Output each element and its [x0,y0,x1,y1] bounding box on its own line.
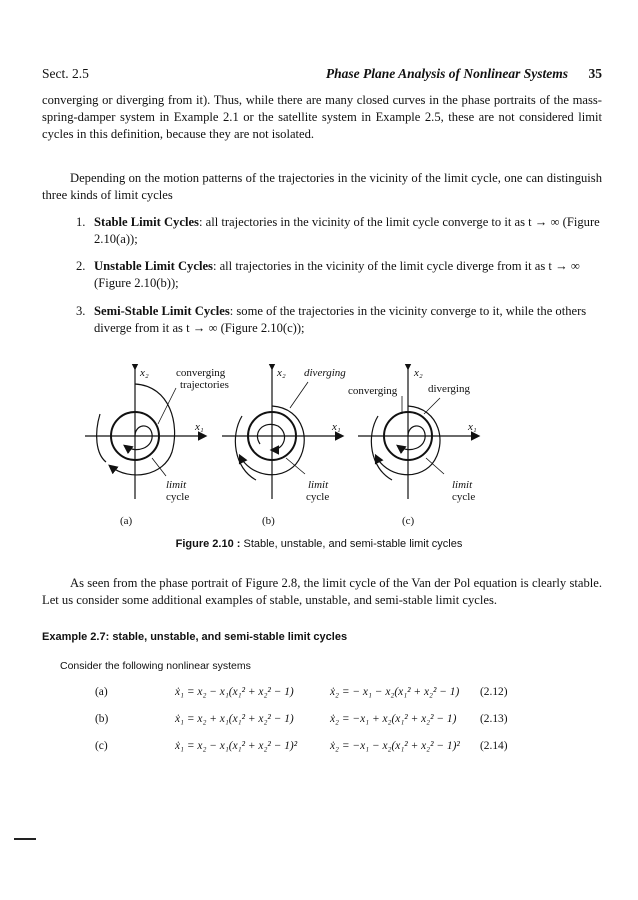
list-item [78,303,602,344]
x-axis-label: x₁ [468,421,477,433]
equation-x2: ẋ₂ = − x₁ − x₂(x₁² + x₂² − 1) [330,686,460,698]
outer-trajectory [97,414,106,462]
caption-text: Stable, unstable, and semi-stable limit cycles [243,538,463,550]
equation-row [95,740,615,758]
equation-number: (2.12) [480,686,508,698]
label-trajectories: trajectories [180,379,229,391]
x-axis-label: x₁ [332,421,341,433]
outer-trajectory [110,384,175,475]
label-diverging: diverging [428,383,470,395]
y-axis-label: x₂ [414,367,423,379]
outer-trajectory [371,416,392,480]
figure-caption [0,538,638,550]
label-limit: limit [166,479,187,491]
y-axis-label: x₂ [277,367,286,379]
panel-tag: (c) [402,515,415,527]
label-diverging: diverging [304,367,346,379]
list-item [78,214,602,255]
section-label: Sect. 2.5 [42,66,89,81]
paragraph-2: Depending on the motion patterns of the trajectories in the vicinity of the limit cycle, one can distinguish three kinds of limit cycles [42,171,602,203]
pointer-line [286,458,305,474]
page-header [42,66,602,84]
list-text: : all trajectories in the vicinity of the limit cycle diverge from it as t → ∞ (Figure 2.10(b)); [94,259,580,290]
panel-c [348,367,478,527]
label-cycle: cycle [166,491,190,503]
equation-label: (a) [95,686,108,698]
list-text: : all trajectories in the vicinity of the limit cycle converge to it as t → ∞ (Figure 2.10(a)); [94,215,600,246]
limit-cycle-figure [80,364,560,530]
outer-trajectory [235,416,256,480]
equation-label: (b) [95,713,109,725]
label-cycle: cycle [452,491,476,503]
equation-x1: ẋ₁ = x₂ − x₁(x₁² + x₂² − 1) [175,686,294,698]
equation-x1: ẋ₁ = x₂ − x₁(x₁² + x₂² − 1)² [175,740,298,752]
list-term: Stable Limit Cycles [94,215,199,229]
paragraph-3: As seen from the phase portrait of Figure 2.8, the limit cycle of the Van der Pol equation is clearly stable. Let us consider some additional examples of stable, unstable, and semi-stable limit cycles. [42,576,602,608]
panel-tag: (b) [262,515,275,527]
list-term: Unstable Limit Cycles [94,259,213,273]
consider-text: Consider the following nonlinear systems [60,660,251,672]
pointer-line [290,382,308,408]
label-converging: converging [176,367,226,379]
x-axis-label: x₁ [195,421,204,433]
label-converging: converging [348,385,398,397]
label-cycle: cycle [306,491,330,503]
caption-label: Figure 2.10 : [175,538,241,550]
equation-x2: ẋ₂ = −x₁ − x₂(x₁² + x₂² − 1)² [330,740,460,752]
pointer-line [152,458,166,476]
page-number: 35 [588,66,602,81]
equation-row [95,686,615,704]
example-title: Example 2.7: stable, unstable, and semi-stable limit cycles [42,631,348,643]
inner-trajectory [125,426,152,450]
list-number: 1. [76,215,86,229]
running-title: Phase Plane Analysis of Nonlinear Systems [325,66,568,81]
list-item [78,258,602,299]
list-text: : some of the trajectories in the vicinity converge to it, while the others diverge from it as t → ∞ (Figure 2.10(c)); [94,304,587,335]
pointer-line [424,398,440,414]
equation-label: (c) [95,740,108,752]
equation-x1: ẋ₁ = x₂ + x₁(x₁² + x₂² − 1) [175,713,294,725]
list-number: 3. [76,304,86,318]
inner-trajectory [257,424,284,450]
paragraph-1: converging or diverging from it). Thus, while there are many closed curves in the phase portraits of the mass-spring-damper system in Example 2.1 or the satellite system in Example 2.5, these are not considered limit cycles in this definition, because they are not isolated. [42,93,602,142]
equation-number: (2.14) [480,740,508,752]
label-limit: limit [308,479,329,491]
equation-number: (2.13) [480,713,508,725]
label-limit: limit [452,479,473,491]
list-number: 2. [76,259,86,273]
y-axis-label: x₂ [140,367,149,379]
list-term: Semi-Stable Limit Cycles [94,304,230,318]
equation-x2: ẋ₂ = −x₁ + x₂(x₁² + x₂² − 1) [330,713,457,725]
inner-trajectory [398,426,425,450]
equation-row [95,713,615,731]
panel-a [85,367,229,527]
panel-tag: (a) [120,515,133,527]
margin-mark [14,838,36,840]
panel-b [222,367,346,527]
